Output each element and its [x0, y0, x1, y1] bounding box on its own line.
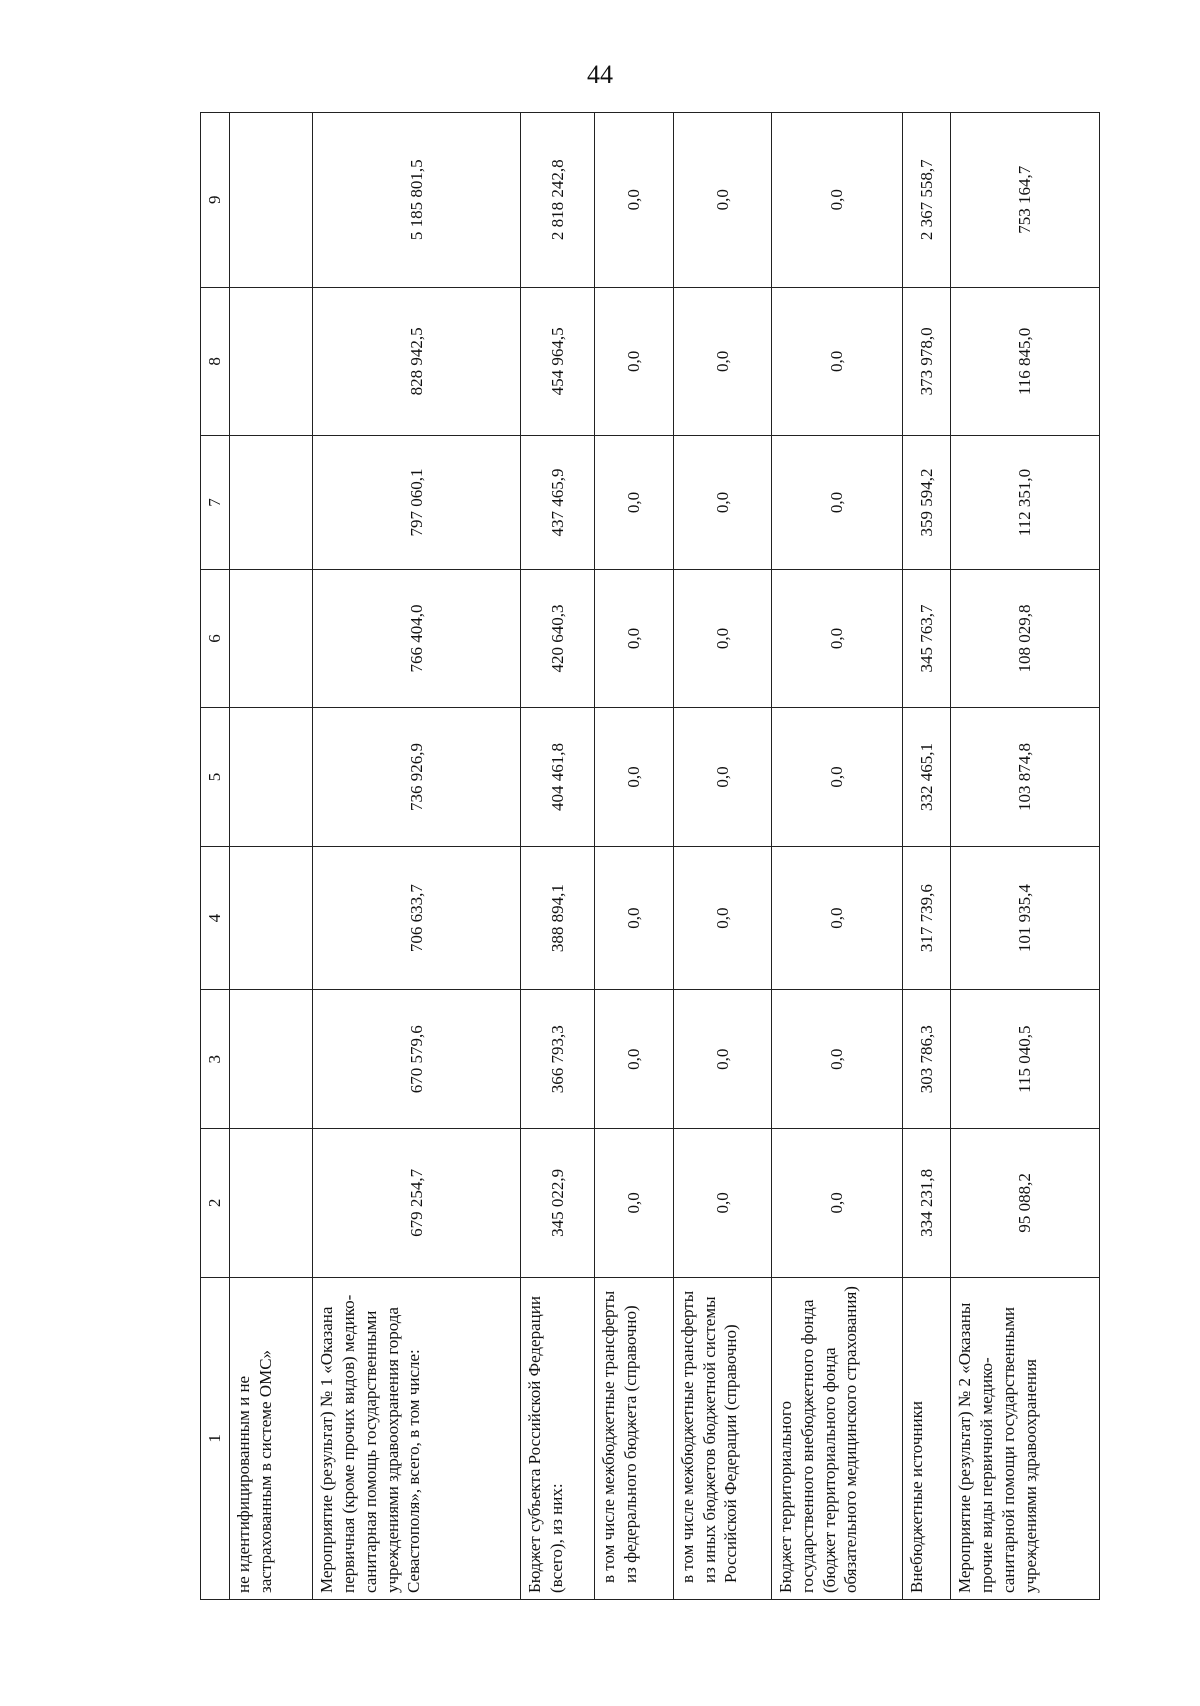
value-cell	[230, 846, 313, 990]
value-cell: 0,0	[595, 436, 674, 569]
value-cell	[230, 113, 313, 288]
value-cell: 404 461,8	[520, 708, 594, 847]
value-cell: 0,0	[595, 990, 674, 1129]
value-cell: 95 088,2	[951, 1128, 1100, 1277]
header-cell: 2	[201, 1128, 230, 1277]
row-label: Бюджет территориального государственного внебюджетного фонда (бюджет территориального фонда обязательного медицинского страхования)	[772, 1277, 903, 1599]
header-cell: 6	[201, 569, 230, 708]
header-cell: 9	[201, 113, 230, 288]
header-cell: 4	[201, 846, 230, 990]
value-cell: 0,0	[772, 569, 903, 708]
value-cell: 2 367 558,7	[903, 113, 951, 288]
value-cell: 454 964,5	[520, 287, 594, 436]
header-cell: 7	[201, 436, 230, 569]
value-cell	[230, 1128, 313, 1277]
table-row	[951, 113, 1100, 1600]
value-cell: 0,0	[595, 287, 674, 436]
value-cell: 753 164,7	[951, 113, 1100, 288]
table-row	[313, 113, 521, 1600]
row-label: не идентифицированным и не застрахованным в системе ОМС»	[230, 1277, 313, 1599]
value-cell: 317 739,6	[903, 846, 951, 990]
value-cell: 334 231,8	[903, 1128, 951, 1277]
value-cell: 420 640,3	[520, 569, 594, 708]
value-cell: 0,0	[673, 846, 771, 990]
value-cell: 373 978,0	[903, 287, 951, 436]
value-cell: 828 942,5	[313, 287, 521, 436]
value-cell: 108 029,8	[951, 569, 1100, 708]
table-row	[520, 113, 594, 1600]
value-cell	[230, 287, 313, 436]
value-cell: 112 351,0	[951, 436, 1100, 569]
value-cell: 736 926,9	[313, 708, 521, 847]
budget-table	[200, 112, 1100, 1600]
header-cell: 3	[201, 990, 230, 1129]
value-cell: 0,0	[673, 1128, 771, 1277]
table-row	[595, 113, 674, 1600]
value-cell: 670 579,6	[313, 990, 521, 1129]
value-cell: 303 786,3	[903, 990, 951, 1129]
value-cell: 345 022,9	[520, 1128, 594, 1277]
value-cell: 359 594,2	[903, 436, 951, 569]
value-cell: 0,0	[595, 846, 674, 990]
page-number: 44	[587, 60, 613, 89]
header-cell: 8	[201, 287, 230, 436]
table-row	[772, 113, 903, 1600]
value-cell	[230, 436, 313, 569]
value-cell: 5 185 801,5	[313, 113, 521, 288]
value-cell	[230, 990, 313, 1129]
table-row	[903, 113, 951, 1600]
value-cell: 0,0	[772, 287, 903, 436]
value-cell: 766 404,0	[313, 569, 521, 708]
row-label: Мероприятие (результат) № 1 «Оказана первичная (кроме прочих видов) медико-санитарная помощь государственными учреждениями здравоохранения города Севастополя», всего, в том числе:	[313, 1277, 521, 1599]
value-cell: 0,0	[595, 113, 674, 288]
value-cell: 0,0	[772, 846, 903, 990]
header-cell: 1	[201, 1277, 230, 1599]
value-cell: 103 874,8	[951, 708, 1100, 847]
value-cell	[230, 569, 313, 708]
value-cell: 0,0	[673, 708, 771, 847]
value-cell: 0,0	[673, 990, 771, 1129]
row-label: в том числе межбюджетные трансферты из федерального бюджета (справочно)	[595, 1277, 674, 1599]
value-cell: 0,0	[772, 113, 903, 288]
value-cell: 437 465,9	[520, 436, 594, 569]
value-cell: 0,0	[595, 569, 674, 708]
rotated-table-frame	[200, 112, 1100, 1600]
value-cell: 706 633,7	[313, 846, 521, 990]
value-cell: 0,0	[595, 708, 674, 847]
value-cell: 332 465,1	[903, 708, 951, 847]
row-label: в том числе межбюджетные трансферты из иных бюджетов бюджетной системы Российской Федерации (справочно)	[673, 1277, 771, 1599]
row-label: Бюджет субъекта Российской Федерации (всего), из них:	[520, 1277, 594, 1599]
value-cell: 115 040,5	[951, 990, 1100, 1129]
value-cell: 0,0	[772, 990, 903, 1129]
value-cell	[230, 708, 313, 847]
value-cell: 0,0	[673, 569, 771, 708]
table-row	[673, 113, 771, 1600]
value-cell: 0,0	[772, 436, 903, 569]
row-label: Мероприятие (результат) № 2 «Оказаны прочие виды первичной медико-санитарной помощи государственными учреждениями здравоохранения	[951, 1277, 1100, 1599]
value-cell: 679 254,7	[313, 1128, 521, 1277]
value-cell: 2 818 242,8	[520, 113, 594, 288]
table-row	[230, 113, 313, 1600]
row-label: Внебюджетные источники	[903, 1277, 951, 1599]
value-cell: 0,0	[772, 708, 903, 847]
header-cell: 5	[201, 708, 230, 847]
value-cell: 0,0	[673, 287, 771, 436]
value-cell: 388 894,1	[520, 846, 594, 990]
value-cell: 0,0	[673, 113, 771, 288]
value-cell: 116 845,0	[951, 287, 1100, 436]
value-cell: 0,0	[595, 1128, 674, 1277]
value-cell: 366 793,3	[520, 990, 594, 1129]
value-cell: 0,0	[772, 1128, 903, 1277]
header-row	[201, 113, 230, 1600]
value-cell: 345 763,7	[903, 569, 951, 708]
value-cell: 797 060,1	[313, 436, 521, 569]
value-cell: 0,0	[673, 436, 771, 569]
value-cell: 101 935,4	[951, 846, 1100, 990]
